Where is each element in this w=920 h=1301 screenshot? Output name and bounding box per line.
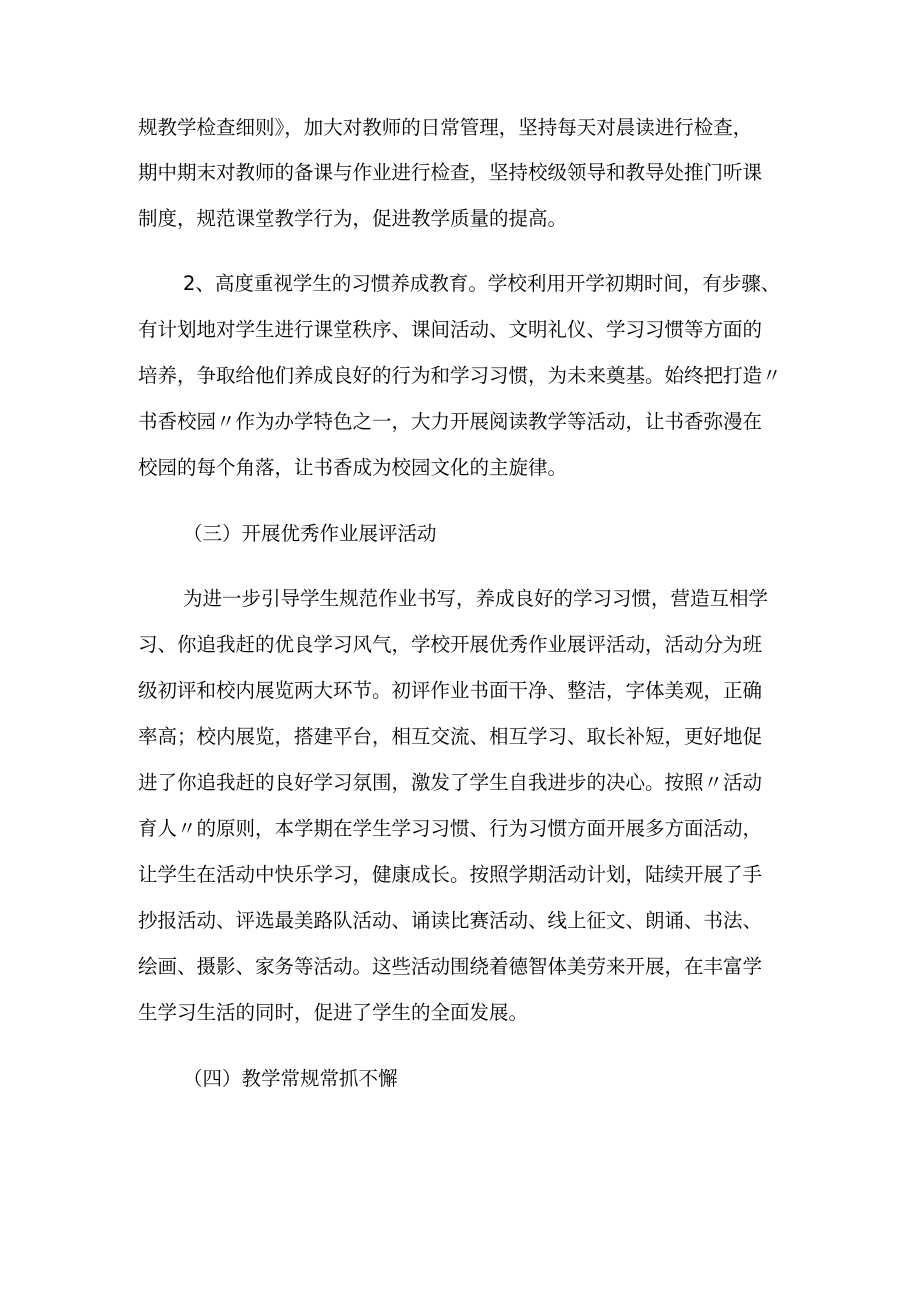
paragraph-1-line-2: 期中期末对教师的备课与作业进行检查，坚持校级领导和教导处推门听课 [138,161,763,184]
paragraph-3-line-7: 让学生在活动中快乐学习，健康成长。按照学期活动计划，陆续开展了手 [138,863,763,886]
paragraph-3-line-3: 级初评和校内展览两大环节。初评作业书面干净、整洁，字体美观，正确 [138,679,763,702]
paragraph-2-line-2: 有计划地对学生进行课堂秩序、课间活动、文明礼仪、学习习惯等方面的 [138,318,763,341]
paragraph-3-line-6: 育人〃的原则，本学期在学生学习习惯、行为习惯方面开展多方面活动， [138,817,763,840]
paragraph-1-line-1: 规教学检查细则》，加大对教师的日常管理，坚持每天对晨读进行检查， [138,116,753,139]
paragraph-3-line-5: 进了你追我赶的良好学习氛围，激发了学生自我进步的决心。按照〃活动 [138,771,763,794]
paragraph-2-line-5: 校园的每个角落，让书香成为校园文化的主旋律。 [138,456,568,479]
paragraph-3-line-8: 抄报活动、评选最美路队活动、诵读比赛活动、线上征文、朗诵、书法、 [138,909,763,932]
paragraph-2-line-3: 培养，争取给他们养成良好的行为和学习习惯，为未来奠基。始终把打造〃 [138,364,782,387]
paragraph-3-line-4: 率高；校内展览，搭建平台，相互交流、相互学习、取长补短，更好地促 [138,725,763,748]
paragraph-3-line-9: 绘画、摄影、家务等活动。这些活动围绕着德智体美劳来开展，在丰富学 [138,955,763,978]
section-heading-3: （三）开展优秀作业展评活动 [183,522,437,545]
paragraph-2-line-1: 2、高度重视学生的习惯养成教育。学校利用开学初期时间，有步骤、 [183,272,781,295]
paragraph-3-line-1: 为进一步引导学生规范作业书写，养成良好的学习习惯，营造互相学 [183,587,769,610]
paragraph-2-line-4: 书香校园〃作为办学特色之一，大力开展阅读教学等活动，让书香弥漫在 [138,410,763,433]
paragraph-3-line-10: 生学习生活的同时，促进了学生的全面发展。 [138,1001,529,1024]
paragraph-1-line-3: 制度，规范课堂教学行为，促进教学质量的提高。 [138,207,568,230]
paragraph-3-line-2: 习、你追我赶的优良学习风气，学校开展优秀作业展评活动，活动分为班 [138,633,763,656]
section-heading-4: （四）教学常规常抓不懈 [183,1067,398,1090]
